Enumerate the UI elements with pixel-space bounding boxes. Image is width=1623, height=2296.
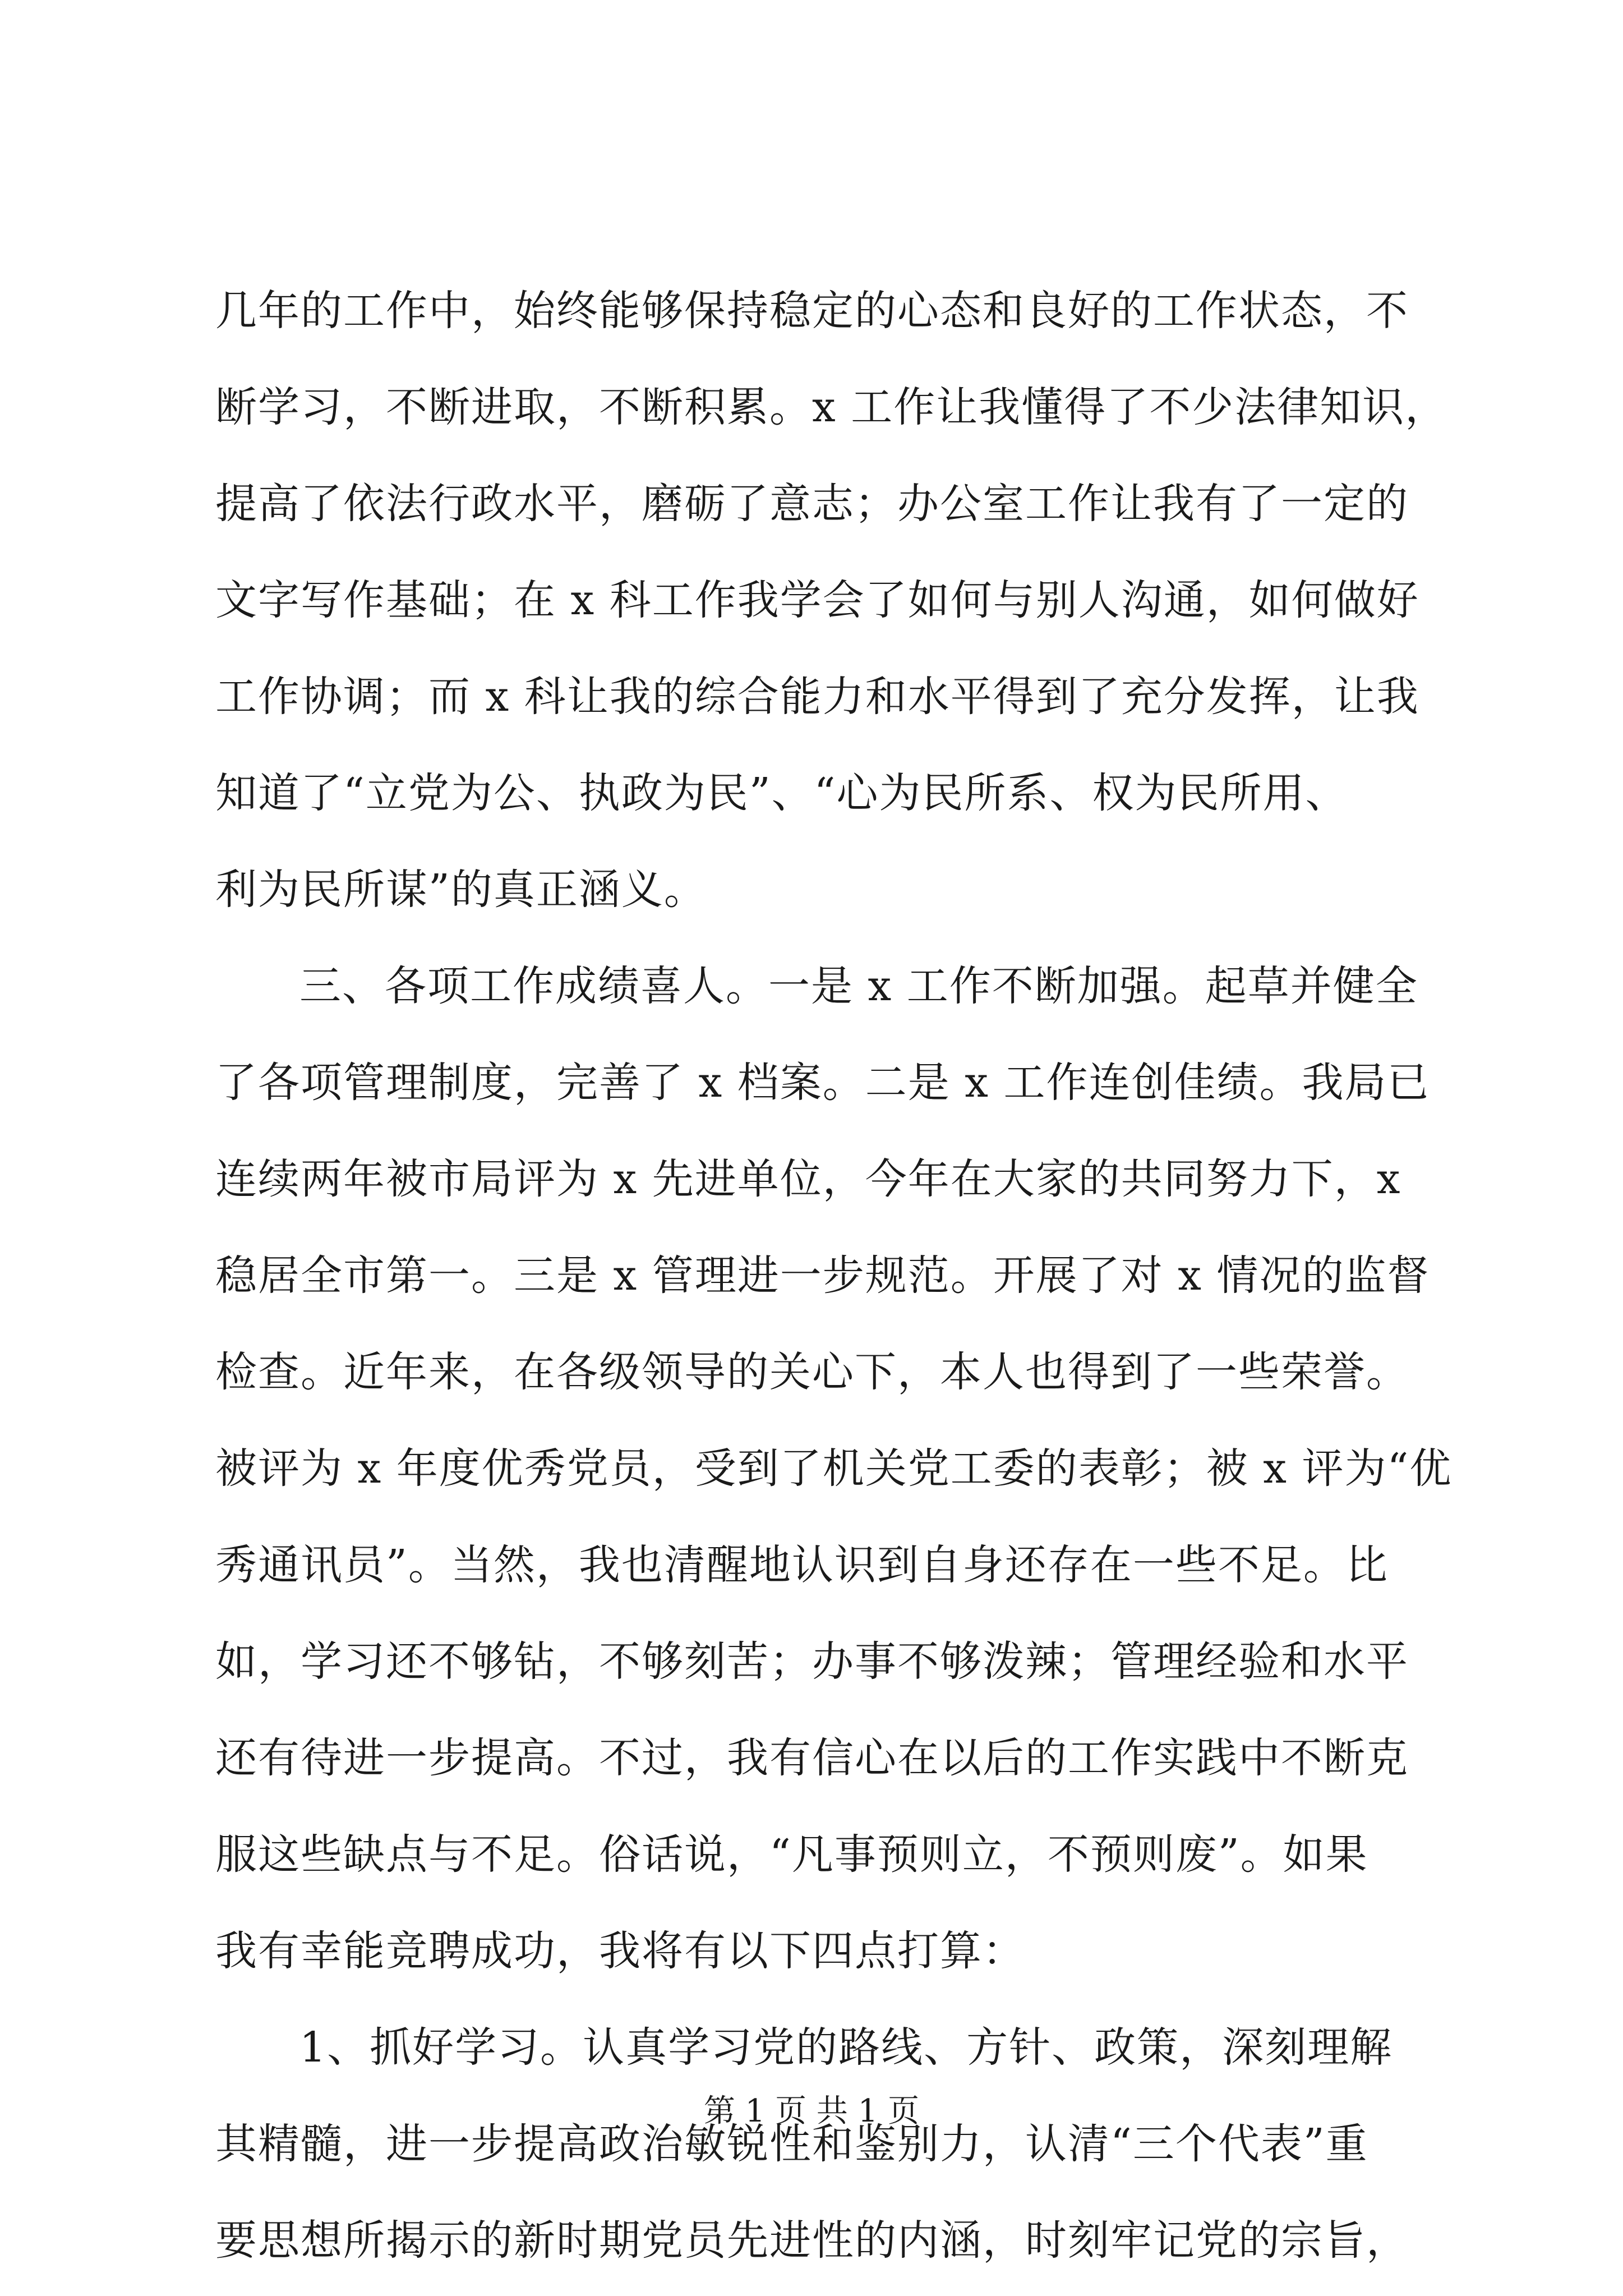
text-line-14: 秀通讯员”。当然，我也清醒地认识到自身还存在一些不足。比: [215, 1541, 1389, 1589]
text-line-18: 我有幸能竞聘成功，我将有以下四点打算：: [215, 1927, 1025, 1975]
text-line-20: 其精髓，进一步提高政治敏锐性和鉴别力，认清“三个代表”重: [215, 2120, 1368, 2168]
text-line-2: 断学习，不断进取，不断积累。x 工作让我懂得了不少法律知识，: [215, 383, 1448, 431]
text-line-9: 了各项管理制度，完善了 x 档案。二是 x 工作连创佳绩。我局已: [215, 1059, 1430, 1107]
text-line-21: 要思想所揭示的新时期党员先进性的内涵，时刻牢记党的宗旨，: [215, 2216, 1409, 2265]
text-line-11: 稳居全市第一。三是 x 管理进一步规范。开展了对 x 情况的监督: [215, 1251, 1430, 1300]
text-line-12: 检查。近年来，在各级领导的关心下，本人也得到了一些荣誉。: [215, 1348, 1409, 1396]
text-line-13: 被评为 x 年度优秀党员，受到了机关党工委的表彰；被 x 评为“优: [215, 1444, 1453, 1493]
document-body: [215, 263, 1453, 2289]
text-line-3: 提高了依法行政水平，磨砺了意志；办公室工作让我有了一定的: [215, 480, 1409, 528]
text-line-10: 连续两年被市局评为 x 先进单位，今年在大家的共同努力下，x: [215, 1155, 1401, 1203]
text-line-17: 服这些缺点与不足。俗话说，“凡事预则立，不预则废”。如果: [215, 1830, 1368, 1879]
text-line-4: 文字写作基础；在 x 科工作我学会了如何与别人沟通，如何做好: [215, 576, 1419, 624]
page-footer: 第 1 页 共 1 页: [703, 2093, 920, 2129]
text-line-6: 知道了“立党为公、执政为民”、“心为民所系、权为民所用、: [215, 769, 1348, 817]
text-line-1: 几年的工作中，始终能够保持稳定的心态和良好的工作状态，不: [215, 287, 1409, 335]
text-line-5: 工作协调；而 x 科让我的综合能力和水平得到了充分发挥，让我: [215, 673, 1419, 721]
list-item-1-start: 1、抓好学习。认真学习党的路线、方针、政策，深刻理解: [299, 2023, 1393, 2072]
text-line-7: 利为民所谋”的真正涵义。: [215, 866, 707, 914]
text-line-15: 如，学习还不够钻，不够刻苦；办事不够泼辣；管理经验和水平: [215, 1637, 1409, 1686]
text-line-16: 还有待进一步提高。不过，我有信心在以后的工作实践中不断克: [215, 1734, 1409, 1782]
paragraph-three-start: 三、各项工作成绩喜人。一是 x 工作不断加强。起草并健全: [299, 962, 1418, 1010]
